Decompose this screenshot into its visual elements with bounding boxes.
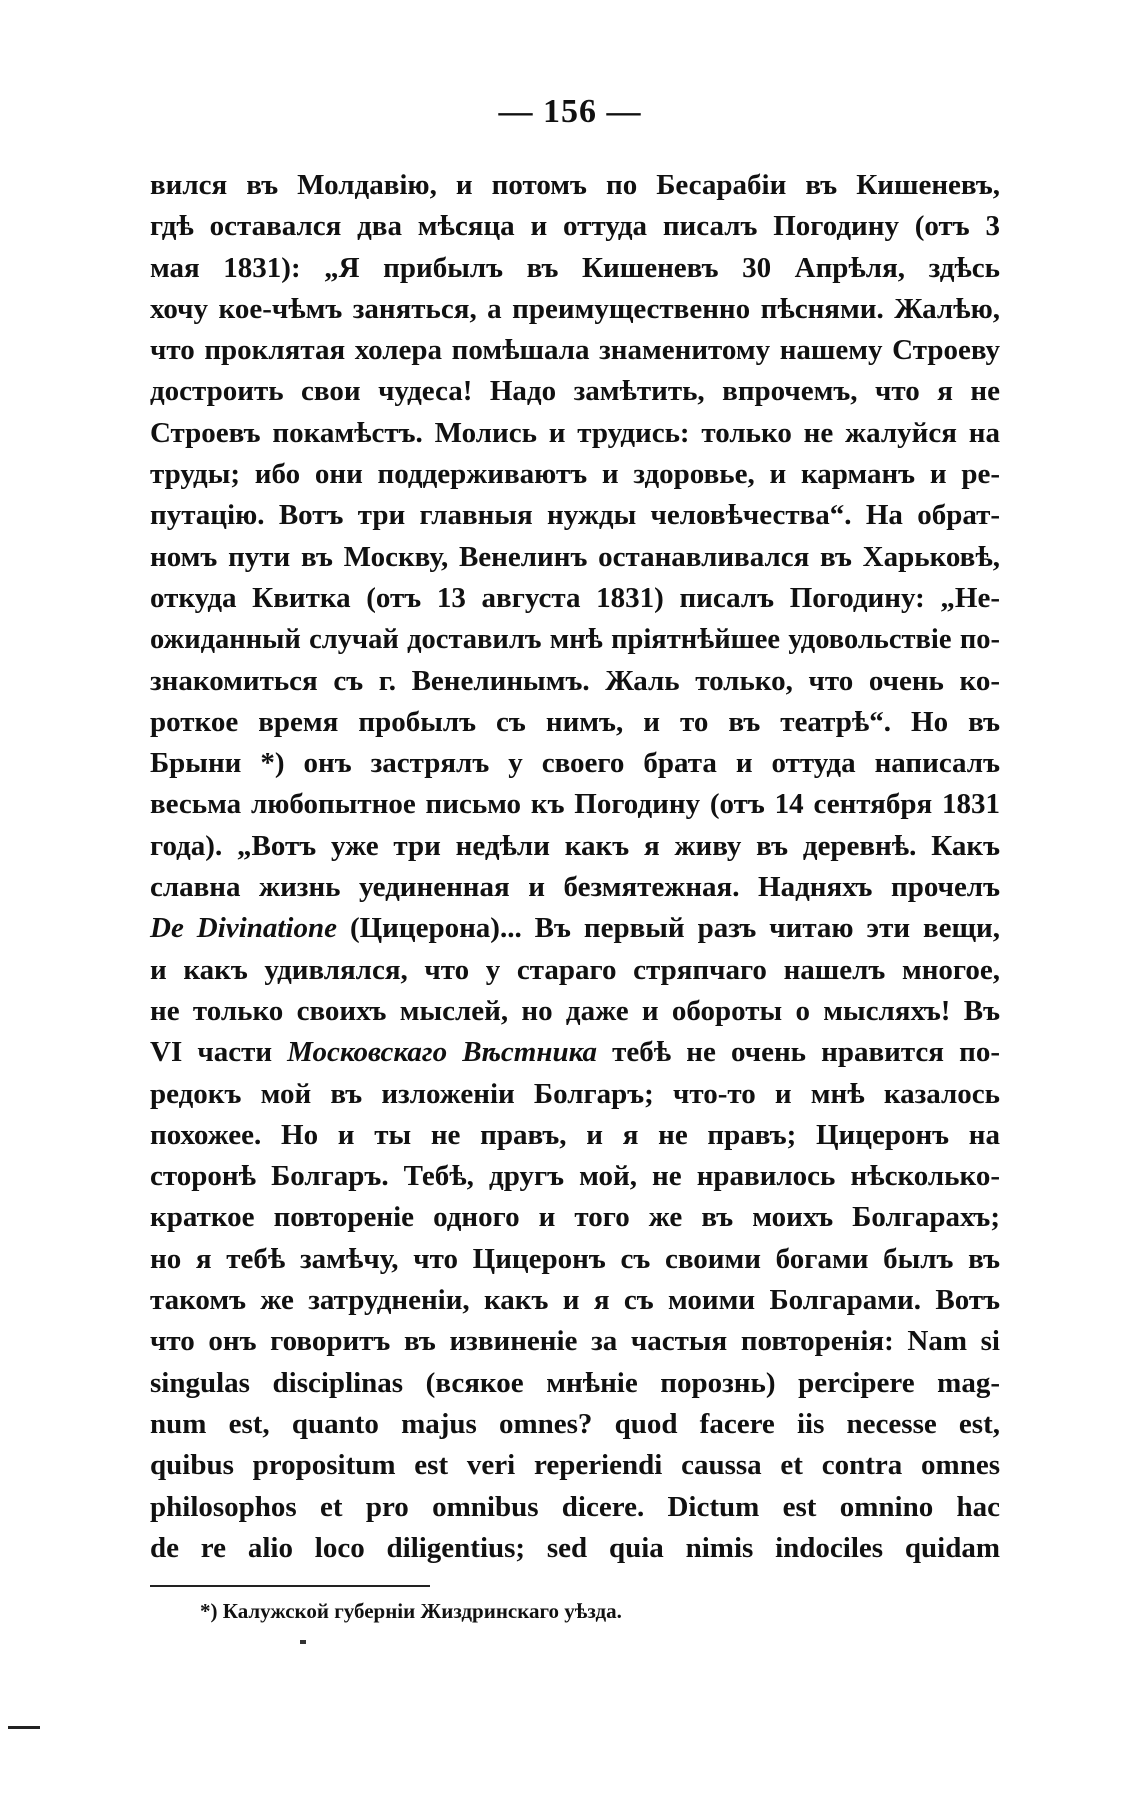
text-line [150, 826, 1000, 867]
italic-title: De Divinatione [150, 912, 337, 945]
text-line [150, 537, 1000, 578]
text-line [150, 619, 1000, 660]
text-line [150, 454, 1000, 495]
text-line [150, 867, 1000, 908]
text-line [150, 1321, 1000, 1362]
text-line [150, 1528, 1000, 1569]
body-text [150, 165, 1000, 1569]
text-segment: роткое время пробылъ съ нимъ, и то въ театрѣ“. Но въ [150, 705, 1000, 738]
text-segment: путацію. Вотъ три главныя нужды человѣчества“. На обрат- [150, 499, 1000, 532]
page-number: — 156 — [498, 93, 642, 130]
text-segment: гдѣ оставался два мѣсяца и оттуда писалъ Погодину (отъ 3 [150, 210, 1000, 243]
italic-title: Московскаго Вѣстника [287, 1036, 598, 1069]
text-line [150, 743, 1000, 784]
text-line [150, 1032, 1000, 1073]
text-line [150, 1445, 1000, 1486]
text-segment: хочу кое-чѣмъ заняться, а преимущественно пѣснями. Жалѣю, [150, 292, 1000, 325]
text-line [150, 413, 1000, 454]
text-line [150, 1404, 1000, 1445]
text-line [150, 371, 1000, 412]
text-line [150, 165, 1000, 206]
text-segment: славна жизнь уединенная и безмятежная. Надняхъ прочелъ [150, 871, 1000, 904]
text-line [150, 1239, 1000, 1280]
text-segment: сторонѣ Болгаръ. Тебѣ, другъ мой, не нравилось нѣсколько- [150, 1160, 1000, 1193]
text-segment: откуда Квитка (отъ 13 августа 1831) писалъ Погодину: „Не- [150, 581, 1000, 614]
text-line [150, 289, 1000, 330]
text-segment: достроить свои чудеса! Надо замѣтить, впрочемъ, что я не [150, 375, 1000, 408]
text-segment: похожее. Но и ты не правъ, и я не правъ; Цицеронъ на [150, 1118, 1000, 1151]
text-line [150, 1156, 1000, 1197]
text-line [150, 1363, 1000, 1404]
text-segment: что онъ говоритъ въ извиненіе за частыя повторенія: Nam si [150, 1325, 1000, 1358]
text-segment: номъ пути въ Москву, Венелинъ останавливался въ Харьковѣ, [150, 540, 1000, 573]
text-segment: года). „Вотъ уже три недѣли какъ я живу въ деревнѣ. Какъ [150, 829, 1000, 862]
text-line [150, 330, 1000, 371]
text-segment: тебѣ не очень нравится по- [597, 1036, 1000, 1069]
text-line [150, 1197, 1000, 1238]
text-line [150, 578, 1000, 619]
text-line [150, 1074, 1000, 1115]
text-segment: de re alio loco diligentius; sed quia nimis indociles quidam [150, 1531, 1000, 1564]
text-line [150, 206, 1000, 247]
text-segment: ожиданный случай доставилъ мнѣ пріятнѣйшее удовольствіе по- [150, 624, 1000, 656]
text-segment: num est, quanto majus omnes? quod facere iis necesse est, [150, 1407, 1000, 1440]
text-segment: Строевъ покамѣстъ. Молись и трудись: только не жалуйся на [150, 416, 1000, 449]
text-segment: мая 1831): „Я прибылъ въ Кишеневъ 30 Апрѣля, здѣсь [150, 251, 1000, 284]
text-segment: singulas disciplinas (всякое мнѣніе порознь) percipere mag- [150, 1366, 1000, 1399]
text-segment: краткое повтореніе одного и того же въ моихъ Болгарахъ; [150, 1201, 1000, 1234]
text-segment: но я тебѣ замѣчу, что Цицеронъ съ своими богами былъ въ [150, 1242, 1000, 1275]
text-segment: VI части [150, 1036, 288, 1069]
text-line [150, 248, 1000, 289]
text-line [150, 950, 1000, 991]
text-line [150, 661, 1000, 702]
text-segment: редокъ мой въ изложеніи Болгаръ; что-то и мнѣ казалось [150, 1077, 1000, 1110]
text-segment: philosophos et pro omnibus dicere. Dictum est omnino hac [150, 1490, 1000, 1523]
text-segment: (Цицерона)... Въ первый разъ читаю эти вещи, [336, 912, 1000, 945]
footnote-rule [150, 1585, 430, 1587]
text-segment: труды; ибо они поддерживаютъ и здоровье, и карманъ и ре- [150, 458, 1000, 491]
text-line [150, 1487, 1000, 1528]
text-line [150, 784, 1000, 825]
text-line [150, 908, 1000, 949]
text-segment: quibus propositum est veri reperiendi caussa et contra omnes [150, 1449, 1000, 1482]
text-line [150, 1115, 1000, 1156]
text-segment: такомъ же затрудненіи, какъ и я съ моими Болгарами. Вотъ [150, 1284, 1000, 1317]
text-line [150, 702, 1000, 743]
text-segment: что проклятая холера помѣшала знаменитому нашему Строеву [150, 334, 1000, 367]
text-segment: знакомиться съ г. Венелинымъ. Жаль только, что очень ко- [150, 664, 1000, 697]
text-segment: весьма любопытное письмо къ Погодину (отъ 14 сентября 1831 [150, 788, 1000, 821]
text-line [150, 495, 1000, 536]
text-line [150, 1280, 1000, 1321]
text-segment: не только своихъ мыслей, но даже и обороты о мысляхъ! Въ [150, 994, 1000, 1027]
edge-mark [8, 1726, 40, 1729]
text-segment: и какъ удивлялся, что у стараго стряпчаго нашелъ многое, [150, 953, 1000, 986]
text-segment: Брыни *) онъ застрялъ у своего брата и оттуда написалъ [150, 747, 1000, 780]
text-line [150, 991, 1000, 1032]
ink-speck [300, 1640, 306, 1644]
text-segment: вился въ Молдавію, и потомъ по Бесарабіи въ Кишеневъ, [150, 169, 1000, 201]
footnote: *) Калужской губерніи Жиздринскаго уѣзда. [200, 1599, 622, 1623]
